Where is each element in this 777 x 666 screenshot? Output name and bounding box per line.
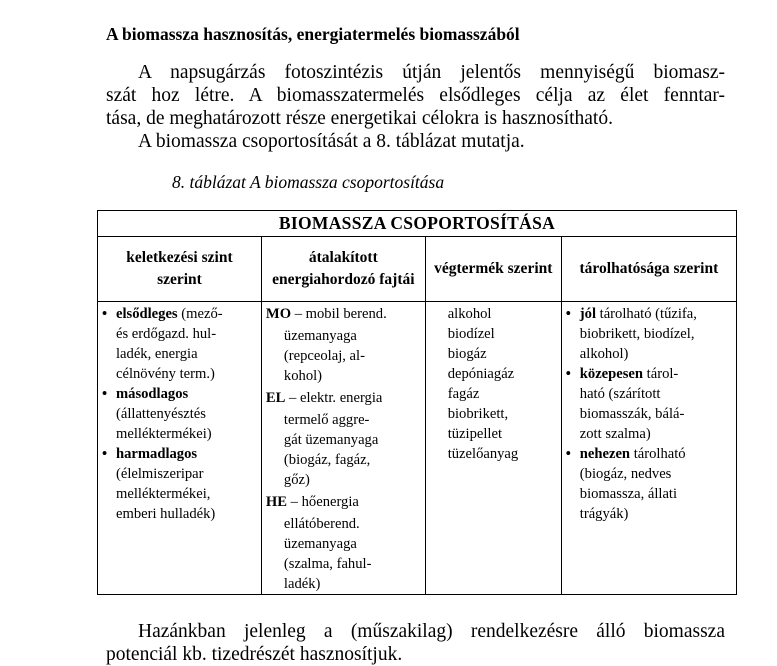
origin-list	[102, 304, 257, 524]
list-item: HE – hőenergia ellátóberend. üzemanyaga (szalma, fahul- ladék)	[265, 494, 372, 592]
storability-term: közepesen	[579, 366, 644, 382]
bullet-icon: •	[102, 386, 108, 402]
list-item: biodízel	[447, 326, 495, 342]
origin-cell	[98, 302, 262, 595]
storability-term: jól	[579, 306, 596, 322]
list-item: • közepesen tárol- ható (szárított biomasszák, bálá- zott szalma)	[565, 366, 685, 442]
list-item: tüzipellet	[447, 426, 503, 442]
list-item: • jól tárolható (tűzifa, biobrikett, biodízel, alkohol)	[565, 306, 697, 362]
storability-cell	[561, 302, 736, 595]
section-heading: A biomassza hasznosítás, energiatermelés biomasszából	[106, 24, 520, 44]
bullet-icon: •	[102, 306, 108, 322]
outro-line-2: potenciál kb. tizedrészét hasznosítjuk.	[106, 644, 403, 665]
intro-line-3: tása, de meghatározott része energetikai célokra is hasznosítható.	[106, 108, 613, 129]
abbr-he: HE	[265, 494, 288, 510]
closing-paragraph	[106, 620, 725, 666]
column-header-storability: tárolhatósága szerint	[561, 237, 736, 302]
list-item: EL – elektr. energia termelő aggre- gát üzemanyaga (biogáz, fagáz, gőz)	[265, 390, 383, 488]
abbr-mo: MO	[265, 306, 292, 322]
bullet-icon: •	[565, 306, 571, 322]
list-item: • nehezen tárolható (biogáz, nedves biomassza, állati trágyák)	[565, 446, 686, 522]
intro-line-2: szát hoz létre. A biomasszatermelés elsődleges célja az élet fenntar-	[106, 85, 725, 106]
list-item: • harmadlagos (élelmiszeripar melléktermékei, emberi hulladék)	[102, 446, 216, 522]
bullet-icon: •	[565, 446, 571, 462]
energy-carrier-cell	[261, 302, 425, 595]
column-header-origin: keletkezési szint szerint	[98, 237, 262, 302]
column-header-end-product: végtermék szerint	[425, 237, 561, 302]
list-item: biogáz	[447, 346, 487, 362]
abbr-el: EL	[265, 390, 286, 406]
table-title: BIOMASSZA CSOPORTOSÍTÁSA	[98, 211, 737, 237]
list-item: alkohol	[447, 306, 492, 322]
bullet-icon: •	[102, 446, 108, 462]
biomass-table	[97, 210, 737, 595]
list-item: biobrikett,	[447, 406, 509, 422]
table-body-row	[98, 302, 737, 595]
intro-line-4: A biomassza csoportosítását a 8. táblázat mutatja.	[138, 131, 525, 152]
list-item: • másodlagos (állattenyésztés melléktermékei)	[102, 386, 212, 442]
end-product-cell	[425, 302, 561, 595]
end-product-list	[430, 304, 557, 464]
list-item: MO – mobil berend. üzemanyaga (repceolaj, al- kohol)	[265, 306, 387, 384]
intro-paragraph	[106, 61, 725, 153]
column-header-energy-carrier: átalakított energiahordozó fajtái	[261, 237, 425, 302]
origin-term: elsődleges	[116, 306, 178, 322]
table-header-row	[98, 237, 737, 302]
origin-term: másodlagos	[116, 386, 189, 402]
origin-term: harmadlagos	[116, 446, 198, 462]
outro-line-1: Hazánkban jelenleg a (műszakilag) rendelkezésre álló biomassza	[138, 621, 725, 642]
list-item: depóniagáz	[447, 366, 515, 382]
bullet-icon: •	[565, 366, 571, 382]
storability-term: nehezen	[579, 446, 631, 462]
list-item: fagáz	[447, 386, 480, 402]
list-item: tüzelőanyag	[447, 446, 519, 462]
table-caption: 8. táblázat A biomassza csoportosítása	[172, 172, 445, 192]
table-title-row	[98, 211, 737, 237]
storability-list	[566, 304, 732, 524]
intro-line-1: A napsugárzás fotoszintézis útján jelentős mennyiségű biomasz-	[138, 62, 725, 83]
list-item: • elsődleges (mező- és erdőgazd. hul- ladék, energia célnövény term.)	[102, 306, 223, 382]
